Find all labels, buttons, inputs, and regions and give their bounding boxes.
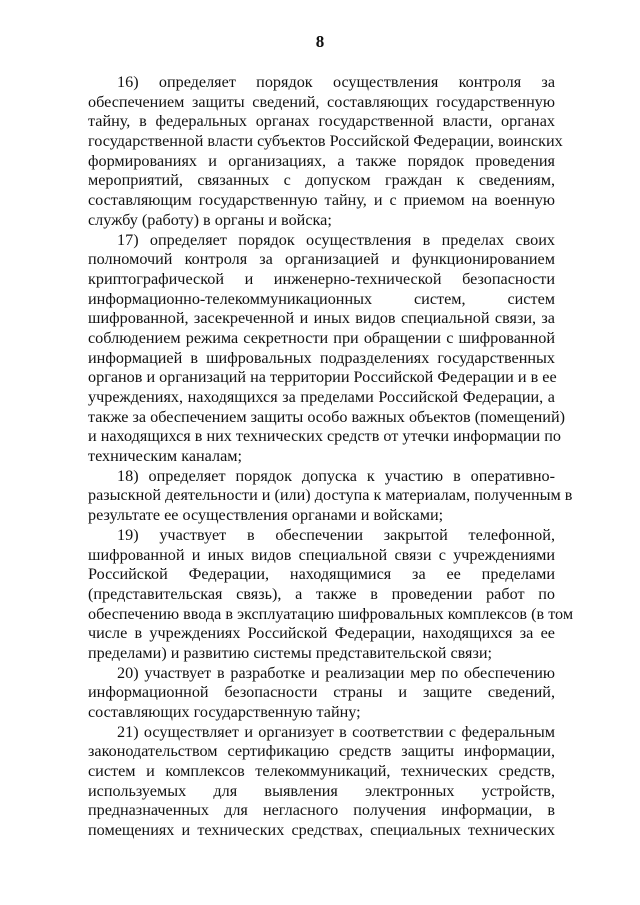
text-line: соблюдением режима секретности при обращении с шифрованной — [88, 328, 555, 347]
text-line: полномочий контроля за организацией и функционированием — [88, 250, 555, 269]
text-line: государственной власти субъектов Российской Федерации, воинских — [88, 132, 563, 151]
page-number: 8 — [315, 32, 325, 51]
document-body — [88, 73, 574, 841]
text-line: обеспечению ввода в эксплуатацию шифровальных комплексов (в том — [88, 604, 574, 623]
paragraph — [88, 723, 555, 841]
text-line: службу (работу) в органы и войска; — [88, 210, 332, 229]
text-line: составляющих государственную тайну; — [88, 703, 361, 721]
text-line: учреждениях, находящихся за пределами Российской Федерации, а — [88, 388, 555, 406]
paragraph — [88, 73, 563, 231]
text-line: информационно-телекоммуникационных систем, систем — [88, 289, 555, 308]
text-line: 18) определяет порядок допуска к участию в оперативно- — [117, 466, 555, 485]
text-line: органов и организаций на территории Российской Федерации и в ее — [88, 368, 557, 387]
text-line: помещениях и технических средствах, специальных технических — [88, 821, 555, 840]
text-line: результате ее осуществления органами и войсками; — [88, 506, 444, 525]
text-line: систем и комплексов телекоммуникаций, технических средств, — [88, 762, 555, 781]
paragraph — [88, 525, 574, 664]
text-line: числе в учреждениях Российской Федерации, находящихся за ее — [88, 624, 555, 643]
text-line: формированиях и организациях, а также порядок проведения — [88, 151, 555, 170]
paragraph — [88, 230, 566, 467]
text-line: также за обеспечением защиты особо важных объектов (помещений) — [88, 407, 566, 426]
text-line: (представительская связь), а также в проведении работ по — [88, 584, 555, 603]
text-line: 19) участвует в обеспечении закрытой телефонной, — [117, 525, 555, 544]
text-line: и находящихся в них технических средств от утечки информации по — [88, 427, 561, 446]
text-line: мероприятий, связанных с допуском граждан к сведениям, — [88, 171, 555, 190]
text-line: информационной безопасности страны и защите сведений, — [88, 683, 555, 702]
text-line: предназначенных для негласного получения информации, в — [88, 801, 555, 820]
paragraph — [88, 466, 573, 526]
text-line: законодательством сертификацию средств защиты информации, — [88, 742, 555, 761]
text-line: Российской Федерации, находящимися за ее пределами — [88, 565, 555, 584]
text-line: 21) осуществляет и организует в соответствии с федеральным — [117, 722, 555, 741]
text-line: используемых для выявления электронных устройств, — [88, 781, 555, 800]
text-line: шифрованной и иных видов специальной связи с учреждениями — [88, 545, 555, 564]
text-line: техническим каналам; — [88, 447, 242, 466]
text-line: 20) участвует в разработке и реализации мер по обеспечению — [117, 663, 555, 682]
text-line: составляющим государственную тайну, и с приемом на военную — [88, 191, 555, 210]
text-line: информацией в шифровальных подразделениях государственных — [88, 348, 555, 367]
paragraph — [88, 664, 555, 723]
text-line: шифрованной, засекреченной и иных видов специальной связи, за — [88, 309, 555, 328]
text-line: разыскной деятельности и (или) доступа к материалам, полученным в — [88, 486, 573, 505]
text-line: 17) определяет порядок осуществления в пределах своих — [117, 230, 555, 249]
text-line: криптографической и инженерно-технической безопасности — [88, 269, 555, 288]
text-line: пределами) и развитию системы представительской связи; — [88, 643, 493, 662]
text-line: тайну, в федеральных органах государственной власти, органах — [88, 112, 555, 131]
text-line: обеспечением защиты сведений, составляющих государственную — [88, 92, 555, 111]
text-line: 16) определяет порядок осуществления контроля за — [117, 73, 555, 91]
